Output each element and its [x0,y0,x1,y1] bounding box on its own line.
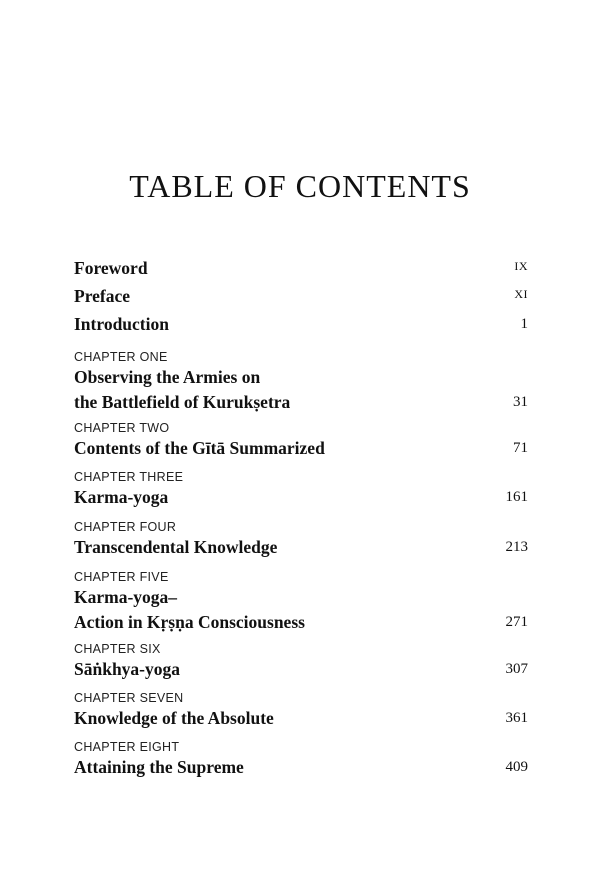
entry-title: Introduction [74,314,169,334]
toc-entry-chapter-one[interactable] [74,349,528,415]
entry-title: Foreword [74,258,148,278]
entry-title-line: Sāṅkhya-yoga [74,659,181,679]
chapter-label: CHAPTER FOUR [74,520,177,534]
page-number: 271 [505,614,528,630]
toc-entry-chapter-seven[interactable] [74,690,528,731]
page-number: IX [514,259,528,273]
entry-title-line: Knowledge of the Absolute [74,708,274,728]
toc-entry-chapter-two[interactable] [74,420,528,461]
toc-entry-chapter-five[interactable] [74,569,528,635]
chapter-label: CHAPTER ONE [74,350,168,364]
entry-title-line: Observing the Armies on [74,367,261,387]
chapter-label: CHAPTER SIX [74,642,161,656]
page-number: 31 [513,394,528,410]
page-number: 161 [505,489,528,505]
toc-entry-foreword[interactable] [74,256,528,281]
page-title: TABLE OF CONTENTS [129,168,471,204]
entry-title-line: Attaining the Supreme [74,757,244,777]
toc-entry-chapter-eight[interactable] [74,739,528,780]
toc-entry-chapter-three[interactable] [74,469,528,510]
toc-entry-chapter-six[interactable] [74,641,528,682]
toc-entry-chapter-four[interactable] [74,519,528,560]
entry-title-line: Karma-yoga [74,487,169,507]
entry-title-line: Karma-yoga– [74,587,178,607]
toc-entry-introduction[interactable] [74,312,528,337]
page-number: 307 [505,661,528,677]
chapter-label: CHAPTER FIVE [74,570,169,584]
toc-entry-preface[interactable] [74,284,528,309]
page-number: 213 [505,539,528,555]
entry-title: Preface [74,286,131,306]
page-number: XI [514,287,528,301]
entry-title-line: Action in Kṛṣṇa Consciousness [74,612,305,632]
chapter-label: CHAPTER SEVEN [74,691,184,705]
entry-title-line: Contents of the Gītā Summarized [74,438,325,458]
page-number: 409 [505,759,528,775]
page-number: 71 [513,440,528,456]
chapter-label: CHAPTER EIGHT [74,740,180,754]
page-number: 1 [520,316,528,332]
chapter-label: CHAPTER THREE [74,470,184,484]
page-number: 361 [505,710,528,726]
chapter-label: CHAPTER TWO [74,421,170,435]
entry-title-line: the Battlefield of Kurukṣetra [74,392,291,412]
entry-title-line: Transcendental Knowledge [74,537,278,557]
